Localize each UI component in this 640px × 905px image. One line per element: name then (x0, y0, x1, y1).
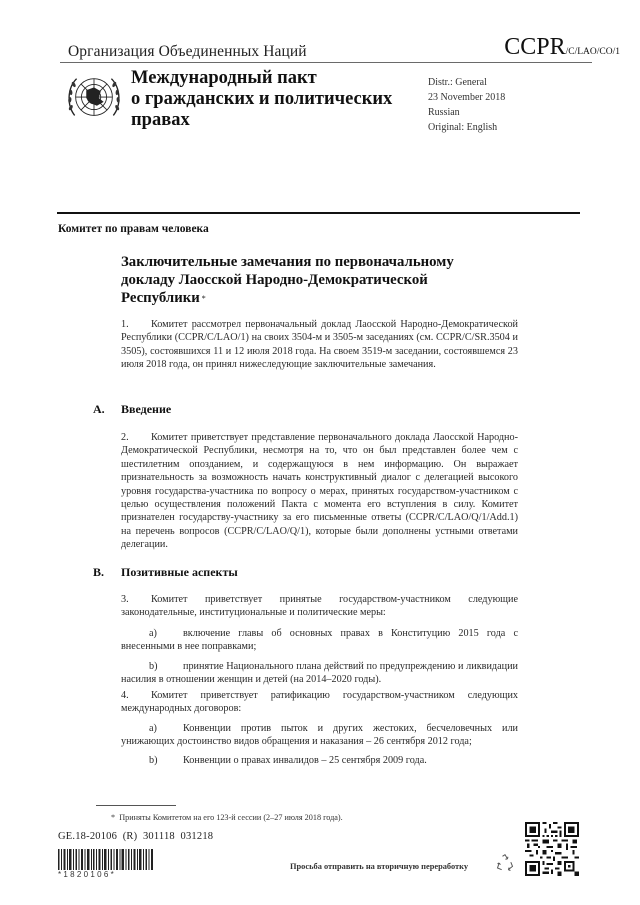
barcode-text: *1820106* (58, 870, 117, 879)
list-item-text: принятие Национального плана действий по предупреждению и ликвидации насилия в отношении женщин и детей (на 2014–2020 годы). (121, 661, 518, 686)
document-symbol (504, 34, 620, 61)
list-item-label: b) (149, 755, 158, 766)
document-title (121, 253, 521, 308)
symbol-sub: /C/LAO/CO/1 (565, 47, 620, 57)
header-rule (60, 62, 592, 63)
footnote-text: Приняты Комитетом на его 123-й сессии (2–27 июля 2018 года). (119, 813, 343, 822)
paragraph-number: 1. (121, 319, 129, 330)
paragraph-text: Комитет рассмотрел первоначальный доклад Лаосской Народно-Демократической Республики (CCPR/C/LAO/1) на своих 3504-м и 3505-м заседаниях (см. CCPR/C/SR.3504 и 3505), состоявшихся 11 и 12 июля 2018 года. На своем 3519-м заседании, состоявшемся 23 июля 2018 года, он принял нижеследующие заключительные замечания. (121, 319, 518, 371)
footnote-rule (96, 805, 176, 806)
instrument-title-line: Международный пакт (131, 68, 317, 88)
barcode-icon (58, 849, 154, 870)
document-date: 23 November 2018 (428, 92, 506, 103)
distribution-label: Distr.: General (428, 77, 487, 88)
paragraph-3 (121, 593, 518, 620)
paragraph-text: Комитет приветствует ратификацию государством-участником следующих международных договоров: (121, 690, 518, 715)
list-item (121, 660, 518, 687)
recycle-notice: Просьба отправить на вторичную переработку (290, 862, 469, 871)
symbol-main: CCPR (504, 34, 566, 60)
footnote (111, 813, 343, 822)
committee-name: Комитет по правам человека (58, 223, 209, 235)
document-title-line: Заключительные замечания по первоначальному (121, 254, 454, 270)
list-item-label: a) (149, 723, 157, 734)
list-item-label: a) (149, 628, 157, 639)
list-item-text: Конвенции против пыток и других жестоких, бесчеловечных или унижающих достоинство видов обращения и наказания – 26 сентября 2012 года; (121, 723, 518, 748)
instrument-title-line: о гражданских и политических (131, 89, 393, 109)
organization-name: Организация Объединенных Наций (68, 43, 307, 60)
section-title: Введение (121, 402, 172, 416)
section-letter: A. (93, 402, 105, 416)
document-language: Russian (428, 107, 460, 118)
un-emblem-icon (65, 69, 123, 127)
paragraph-1 (121, 318, 518, 372)
footnote-marker[interactable]: * (201, 294, 206, 303)
paragraph-number: 3. (121, 594, 129, 605)
instrument-title-line: правах (131, 110, 190, 130)
section-heading-b (93, 565, 493, 581)
document-title-line: докладу Лаосской Народно-Демократической (121, 272, 428, 288)
footnote-marker: * (111, 813, 116, 822)
document-title-line: Республики (121, 290, 200, 306)
distribution-meta (428, 75, 505, 135)
job-number: GE.18-20106 (R) 301118 031218 (58, 831, 214, 842)
original-language: Original: English (428, 122, 498, 133)
paragraph-text: Комитет приветствует представление первоначального доклада Лаосской Народно-Демократической Республики, несмотря на то, что он был представлен более чем с шестилетним опозданием, и содержащуюся в нем информацию. Он выражает признательность за возможность начать конструктивный диалог с делегацией высокого уровня государства-участника по вопросу о мерах, принятых государством-участником с целью осуществления положений Пакта с момента его вступления в силу. Комитет признателен государству-участнику за его письменные ответы (CCPR/C/LAO/Q/1/Add.1) на перечень вопросов (CCPR/C/LAO/Q/1), которые были дополнены устными ответами делегации. (121, 432, 518, 551)
recycle-icon (495, 853, 515, 873)
section-letter: B. (93, 565, 105, 579)
section-title: Позитивные аспекты (121, 565, 238, 579)
section-rule (57, 212, 580, 214)
paragraph-2 (121, 431, 518, 552)
list-item (121, 722, 518, 749)
qr-code-icon (525, 822, 579, 876)
section-heading-a (93, 402, 493, 418)
paragraph-text: Комитет приветствует принятые государством-участником следующие законодательные, институциональные и политические меры: (121, 594, 518, 619)
list-item (121, 754, 518, 767)
instrument-title (131, 68, 392, 131)
paragraph-number: 4. (121, 690, 129, 701)
list-item (121, 627, 518, 654)
list-item-text: Конвенции о правах инвалидов – 25 сентября 2009 года. (183, 755, 427, 766)
paragraph-number: 2. (121, 432, 129, 443)
list-item-label: b) (149, 661, 158, 672)
paragraph-4 (121, 689, 518, 716)
list-item-text: включение главы об основных правах в Конституцию 2015 года с внесенными в нее поправками; (121, 628, 518, 653)
